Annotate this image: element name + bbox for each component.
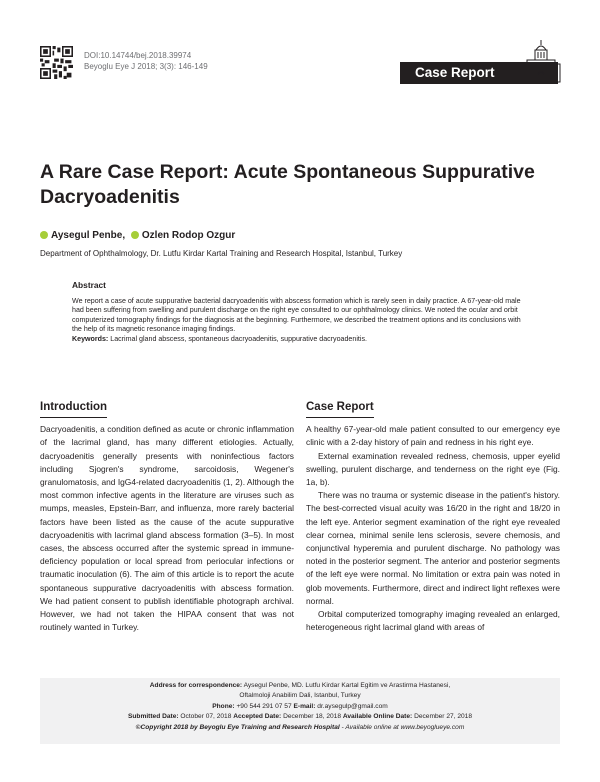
- author-name: Ozlen Rodop Ozgur: [141, 230, 236, 241]
- address-line-2: Oftalmoloji Anabilim Dali, Istanbul, Turkey: [239, 692, 361, 700]
- orcid-icon[interactable]: [40, 231, 48, 239]
- copyright-line: [40, 723, 560, 733]
- body-paragraph: Orbital computerized tomography imaging revealed an enlarged, heterogeneous right lacrimal gland with areas of: [306, 609, 560, 633]
- submitted-date: October 07, 2018: [180, 713, 232, 721]
- body-paragraph: Dacryoadenitis, a condition defined as acute or chronic inflammation of the lacrimal gland, has many different etiologies. Actually, dacryoadenitis generally presents with noninfectious factors including Sjogren's syndrome, sarcoidosis, Wegener's granulomatosis, and IgG4-related dacryoadenitis (1, 2). Although the most common infective agents in the literature are viruses such as mumps, measles, Epstein-Barr, and influenza, more rarely bacterial factors have been listed as the cause of the acute suppurative dacryoadenitis with lacrimal gland abscess formation (3–5). In most cases, the abscess occurred after the systemic spread in immune-deficiency population or local spread from periocular infections or traumatic inoculation (6). The aim of this article is to report the acute spontaneous suppurative dacryoadenitis with abscess formation. We had patient consent to publish identifiable photograph archival. However, we had not taken the HIPAA consent that was not routinely wanted in Turkey.: [40, 424, 294, 633]
- section-heading: Introduction: [40, 401, 107, 418]
- address-label: Address for correspondence:: [149, 682, 243, 689]
- abstract-heading: Abstract: [72, 280, 106, 290]
- case-report-section: [306, 401, 560, 634]
- email-link[interactable]: dr.aysegulp@gmail.com: [317, 702, 388, 710]
- email-label: E-mail:: [293, 702, 316, 710]
- phone-text: +90 544 291 07 57: [236, 702, 292, 710]
- online-label: Available Online Date:: [342, 713, 413, 721]
- body-paragraph: A healthy 67-year-old male patient consulted to our emergency eye clinic with a 2-day history of pain and redness in his right eye.: [306, 424, 560, 448]
- abstract-text: We report a case of acute suppurative bacterial dacryoadenitis with abscess formation which is rarely seen in daily practice. A 67-year-old male had been suffering from swelling and purulent discharge on the right eye consulted to our ophthalmology clinics. We noted the ocular and orbit computerized tomography findings for the diagnosis at the beginning. Furthermore, we described the treatment options and its conclusions with the help of its magnetic resonance imaging findings.: [72, 296, 521, 333]
- author-list: [40, 230, 235, 241]
- dates-line: [40, 712, 560, 722]
- journal-logo-icon: [518, 38, 564, 84]
- qr-code-icon: [40, 46, 73, 79]
- online-date: December 27, 2018: [414, 713, 472, 721]
- keywords-text: Lacrimal gland abscess, spontaneous dacryoadenitis, suppurative dacryoadenitis.: [110, 334, 367, 343]
- keywords-label: Keywords:: [72, 334, 109, 343]
- correspondence-footer: [40, 678, 560, 744]
- copyright-text: ©Copyright 2018 by Beyoglu Eye Training and Research Hospital: [135, 723, 340, 731]
- article-type-badge: Case Report: [400, 62, 558, 84]
- body-paragraph: There was no trauma or systemic disease in the patient's history. The best-corrected visual acuity was 16/20 in the right and 18/20 in the left eye. Anterior segment examination of the right eye revealed clear cornea, minimal senile lens sclerosis, severe chemosis, and conjunctival hyperemia and purulent discharge. No pathology was noted in the posterior segment. The anterior and posterior segments of the left eye were normal. No limitation or extra pain was noted in glob movements. Furthermore, direct and indirect light reflexes were normal.: [306, 490, 560, 606]
- article-title: A Rare Case Report: Acute Spontaneous Suppurative Dacryoadenitis: [40, 161, 535, 208]
- orcid-icon[interactable]: [131, 231, 139, 239]
- introduction-section: [40, 401, 294, 634]
- abstract-section: [72, 281, 522, 344]
- accepted-date: December 18, 2018: [283, 713, 341, 721]
- doi-text[interactable]: DOI:10.14744/bej.2018.39974: [84, 51, 192, 60]
- doi-info: [84, 50, 208, 72]
- section-heading: Case Report: [306, 401, 374, 418]
- author-name: Aysegul Penbe,: [51, 230, 126, 241]
- contact-line: [40, 702, 560, 712]
- phone-label: Phone:: [212, 702, 235, 710]
- affiliation: Department of Ophthalmology, Dr. Lutfu Kirdar Kartal Training and Research Hospital, Istanbul, Turkey: [40, 249, 403, 258]
- address-line: [40, 681, 560, 691]
- body-paragraph: External examination revealed redness, chemosis, upper eyelid swelling, purulent discharge, and tenderness on the right eye (Fig. 1a, b).: [306, 450, 560, 488]
- submitted-label: Submitted Date:: [128, 713, 179, 721]
- keywords-line: [72, 335, 522, 345]
- website-link[interactable]: - Available online at www.beyoglueye.com: [339, 723, 465, 731]
- citation-text: Beyoglu Eye J 2018; 3(3): 146-149: [84, 62, 208, 71]
- accepted-label: Accepted Date:: [233, 713, 282, 721]
- address-text: Aysegul Penbe, MD. Lutfu Kirdar Kartal Egitim ve Arastirma Hastanesi,: [243, 682, 451, 689]
